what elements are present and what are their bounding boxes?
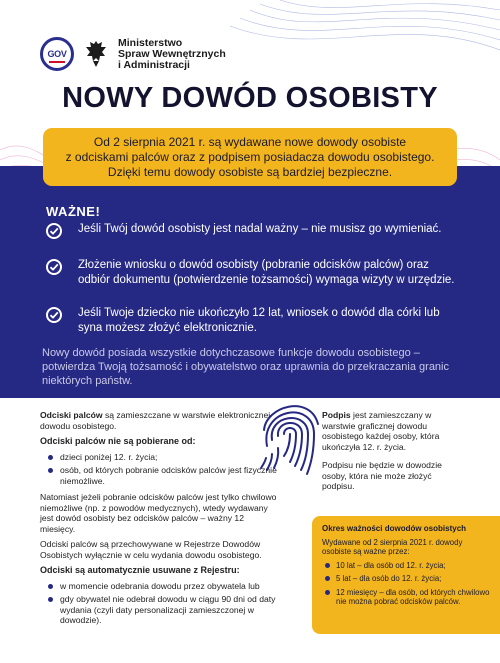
important-item-text: Jeśli Twoje dziecko nie ukończyło 12 lat, wniosek o dowód dla córki lub syna możesz złożyć elektronicznie. <box>78 307 440 334</box>
intro-banner <box>43 128 457 186</box>
temporary-paragraph: Natomiast jeżeli pobranie odcisków palców jest tylko chwilowo niemożliwe (np. z powodów medycznych), wtedy wydawany jest dowód osobisty bez odcisków palców – ważny 12 miesięcy. <box>40 492 277 534</box>
ministry-name <box>118 38 226 71</box>
list-item: 10 lat – dla osób od 12. r. życia; <box>322 561 492 571</box>
eagle-emblem-icon <box>84 39 108 69</box>
important-item-text: Jeśli Twój dowód osobisty jest nadal ważny – nie musisz go wymieniać. <box>78 223 442 235</box>
important-item-text: Złożenie wniosku o dowód osobisty (pobranie odcisków palców) oraz odbiór dokumentu (potwierdzenie tożsamości) wymaga wizyty w urzędzie. <box>78 259 455 286</box>
important-section <box>0 166 500 398</box>
banner-line-1: Od 2 sierpnia 2021 r. są wydawane nowe dowody osobiste <box>93 134 407 149</box>
important-item <box>46 222 458 239</box>
list-item: 5 lat – dla osób do 12. r. życia; <box>322 574 492 584</box>
ministry-line-2: Spraw Wewnętrznych <box>118 47 226 60</box>
ministry-line-1: Ministerstwo <box>118 36 183 49</box>
list-item: w momencie odebrania dowodu przez obywatela lub <box>40 581 280 592</box>
signature-info <box>322 410 462 500</box>
banner-text <box>66 135 435 180</box>
validity-list <box>322 561 492 607</box>
important-heading: WAŻNE! <box>46 204 101 219</box>
gov-logo-icon: GOV <box>40 37 74 71</box>
list-item: gdy obywatel nie odebrał dowodu w ciągu 90 dni od daty wydania (czyli daty personalizacji zamieszczonej w dowodzie). <box>40 594 280 626</box>
important-item <box>46 306 458 336</box>
check-circle-icon <box>46 307 62 323</box>
page-title: NOWY DOWÓD OSOBISTY <box>62 82 438 114</box>
fingerprints-exempt-heading: Odciski palców nie są pobierane od: <box>40 436 196 446</box>
list-item: 12 miesięcy – dla osób, od których chwilowo nie można pobrać odcisków palców. <box>322 588 492 607</box>
exempt-list <box>40 452 280 487</box>
deletion-list <box>40 581 280 626</box>
banner-line-3: Dzięki temu dowody osobiste są bardziej bezpieczne. <box>107 164 393 179</box>
validity-title: Okres ważności dowodów osobistych <box>322 524 467 533</box>
important-item <box>46 258 458 288</box>
deletion-heading: Odciski są automatycznie usuwane z Rejestru: <box>40 565 240 575</box>
fingerprints-paragraph: Odciski palców są zamieszczane w warstwie elektronicznej dowodu osobistego. <box>40 410 271 431</box>
registry-paragraph: Odciski palców są przechowywane w Rejestrze Dowodów Osobistych wyłącznie w celu wydania dowodu osobistego. <box>40 539 262 560</box>
signature-paragraph: Podpis jest zamieszczany w warstwie graficznej dowodu osobistego każdej osoby, która ukończyła 12. r. życia. <box>322 410 440 452</box>
validity-box <box>312 516 500 634</box>
ministry-line-3: i Administracji <box>118 58 190 71</box>
list-item: dzieci poniżej 12. r. życia; <box>40 452 280 463</box>
no-signature-paragraph: Podpisu nie będzie w dowodzie osoby, która nie może złożyć podpisu. <box>322 460 442 491</box>
fingerprint-icon <box>254 392 326 478</box>
list-item: osób, od których pobranie odcisków palców jest fizycznie niemożliwe. <box>40 465 280 486</box>
fingerprints-term: Odciski palców <box>40 410 103 420</box>
fingerprints-info <box>40 410 280 632</box>
validity-intro: Wydawane od 2 sierpnia 2021 r. dowody osobiste są ważne przez: <box>322 537 463 556</box>
banner-line-2: z odciskami palców oraz z podpisem posiadacza dowodu osobistego. <box>65 149 435 164</box>
check-circle-icon <box>46 259 62 275</box>
important-note: Nowy dowód posiada wszystkie dotychczasowe funkcje dowodu osobistego – potwierdza Twoją tożsamość i obywatelstwo oraz uprawnia do przekraczania granic niektórych państw. <box>42 347 449 387</box>
page-header <box>40 36 226 72</box>
check-circle-icon <box>46 223 62 239</box>
signature-term: Podpis <box>322 410 351 420</box>
